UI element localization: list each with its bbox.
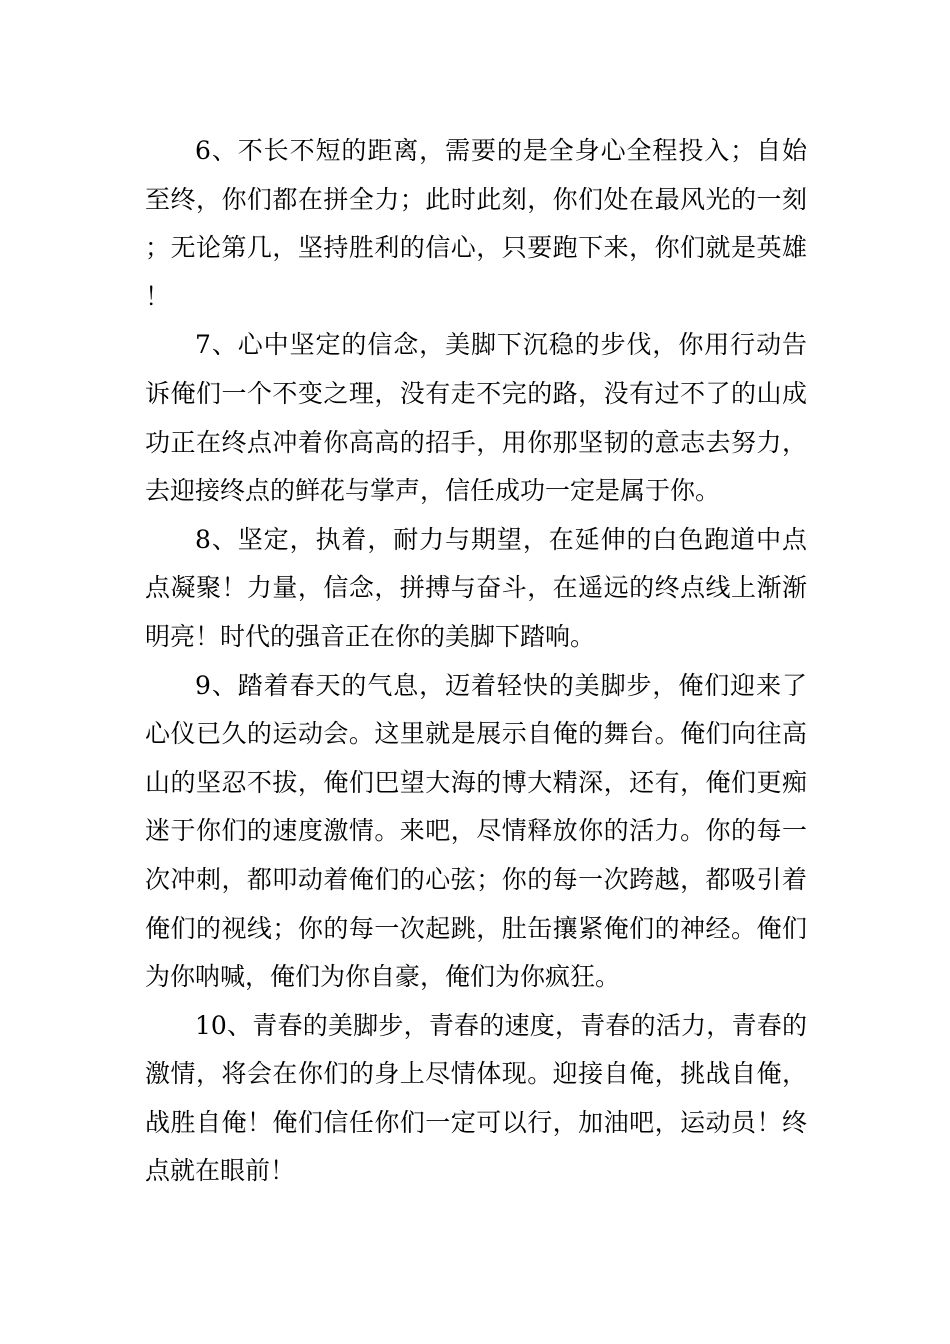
paragraph-7: 7、心中坚定的信念，美脚下沉稳的步伐，你用行动告诉俺们一个不变之理，没有走不完的路，没有过不了的山成功正在终点冲着你高高的招手，用你那坚韧的意志去努力，去迎接终点的鲜花与掌声，信任成功一定是属于你。 — [145, 330, 807, 506]
paragraph-10: 10、青春的美脚步，青春的速度，青春的活力，青春的激情，将会在你们的身上尽情体现。迎接自俺，挑战自俺，战胜自俺！俺们信任你们一定可以行，加油吧，运动员！终点就在眼前！ — [145, 1010, 807, 1186]
document-body — [145, 127, 807, 1196]
paragraph-6: 6、不长不短的距离，需要的是全身心全程投入；自始至终，你们都在拼全力；此时此刻，你们处在最风光的一刻；无论第几，坚持胜利的信心，只要跑下来，你们就是英雄！ — [145, 136, 807, 311]
paragraph-9: 9、踏着春天的气息，迈着轻快的美脚步，俺们迎来了心仪已久的运动会。这里就是展示自俺的舞台。俺们向往高山的坚忍不拔，俺们巴望大海的博大精深，还有，俺们更痴迷于你们的速度激情。来吧，尽情释放你的活力。你的每一次冲刺，都叩动着俺们的心弦；你的每一次跨越，都吸引着俺们的视线；你的每一次起跳，肚缶攘紧俺们的神经。俺们为你呐喊，俺们为你自豪，俺们为你疯狂。 — [145, 670, 807, 992]
paragraph-8: 8、坚定，执着，耐力与期望，在延伸的白色跑道中点点凝聚！力量，信念，拼搏与奋斗，在遥远的终点线上渐渐明亮！时代的强音正在你的美脚下踏响。 — [145, 524, 807, 651]
